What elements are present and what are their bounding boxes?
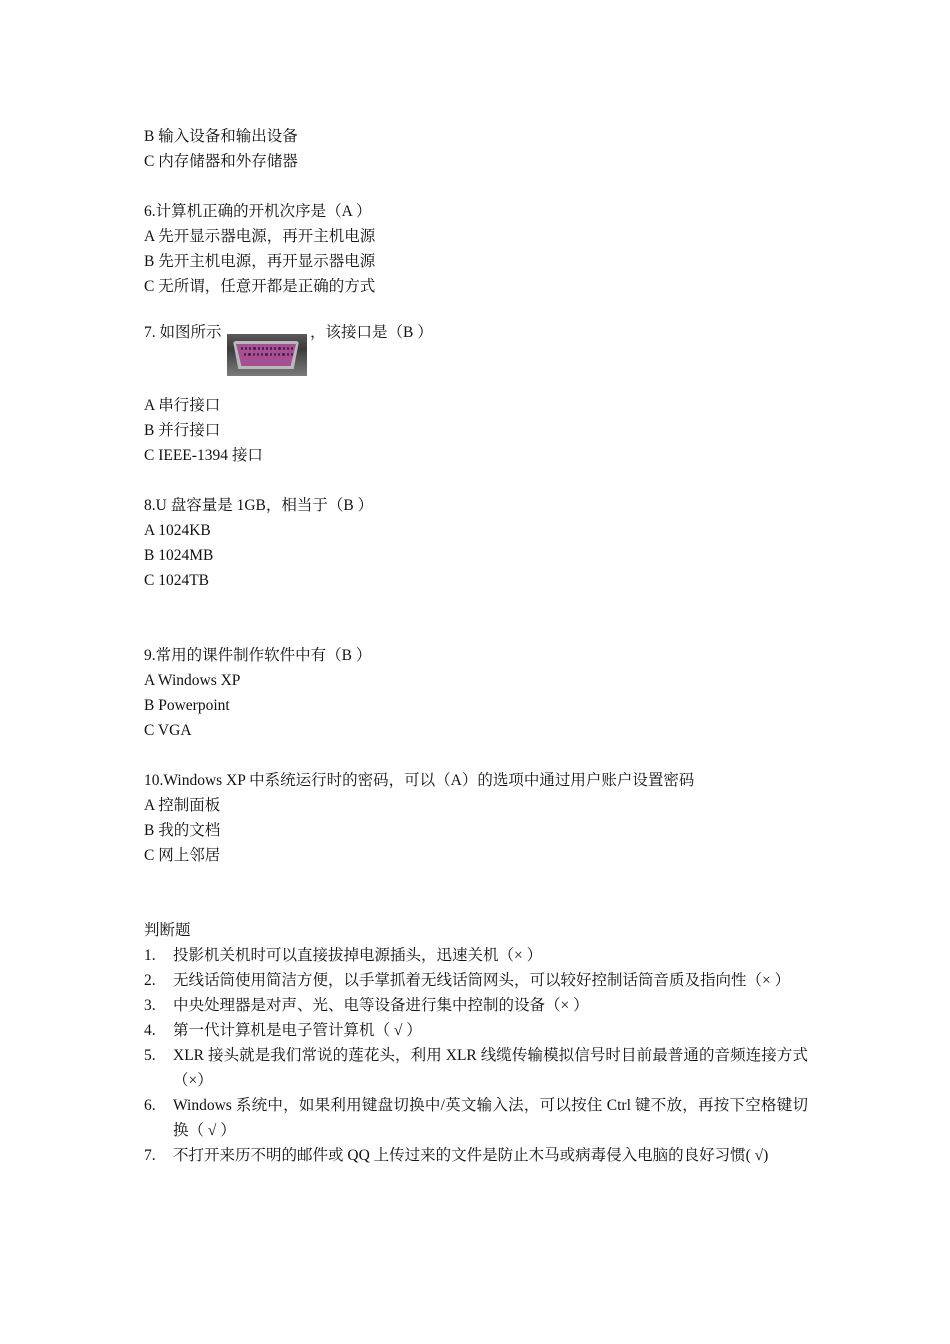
judge-item [144, 943, 808, 968]
option-line: C 网上邻居 [144, 847, 221, 864]
question-9: 9.常用的课件制作软件中有（B ） [144, 647, 372, 664]
option-line: A Windows XP [144, 672, 241, 689]
judge-item [144, 993, 808, 1018]
option-line: C VGA [144, 722, 192, 739]
option-line: C 无所谓，任意开都是正确的方式 [144, 278, 376, 295]
option-line: B Powerpoint [144, 697, 230, 714]
judge-item [144, 1093, 808, 1143]
option-line: A 串行接口 [144, 397, 221, 414]
judge-item [144, 1143, 808, 1168]
question-8: 8.U 盘容量是 1GB，相当于（B ） [144, 497, 374, 514]
judge-item [144, 968, 808, 993]
judge-item-number: 1. [144, 947, 156, 964]
option-line: B 输入设备和输出设备 [144, 128, 298, 145]
judge-item-number: 7. [144, 1147, 156, 1164]
option-line: A 先开显示器电源，再开主机电源 [144, 228, 376, 245]
judge-item [144, 1018, 808, 1043]
option-line: C IEEE-1394 接口 [144, 447, 263, 464]
judge-item [144, 1043, 808, 1093]
judge-item-text: 第一代计算机是电子管计算机（ √ ） [173, 1022, 422, 1039]
judge-item-text: 中央处理器是对声、光、电等设备进行集中控制的设备（× ） [173, 997, 589, 1014]
option-line: A 1024KB [144, 522, 211, 539]
judge-item-text: 投影机关机时可以直接拔掉电源插头，迅速关机（× ） [173, 947, 543, 964]
judge-item-text: 无线话筒使用简洁方便，以手掌抓着无线话筒网头，可以较好控制话筒音质及指向性（× ） [173, 972, 791, 989]
option-line: A 控制面板 [144, 797, 221, 814]
question-10: 10.Windows XP 中系统运行时的密码，可以（A）的选项中通过用户账户设置密码 [144, 772, 695, 789]
judge-item-number: 6. [144, 1097, 156, 1114]
option-line: C 1024TB [144, 572, 210, 589]
option-line: B 我的文档 [144, 822, 221, 839]
document-page [144, 124, 808, 1168]
option-line: B 1024MB [144, 547, 214, 564]
judge-item-text: XLR 接头就是我们常说的莲花头，利用 XLR 线缆传输模拟信号时目前最普通的音频连接方式（×） [173, 1047, 808, 1089]
judge-item-number: 5. [144, 1047, 156, 1064]
parallel-port-image [227, 334, 307, 376]
option-line: B 并行接口 [144, 422, 221, 439]
judge-item-number: 4. [144, 1022, 156, 1039]
question-7-suffix: ，该接口是（B ） [310, 324, 433, 341]
option-line: C 内存储器和外存储器 [144, 153, 298, 170]
judge-heading: 判断题 [144, 922, 191, 939]
question-7-prefix: 7. 如图所示 [144, 324, 222, 341]
judge-item-number: 2. [144, 972, 156, 989]
question-6: 6.计算机正确的开机次序是（A ） [144, 203, 372, 220]
judge-item-text: 不打开来历不明的邮件或 QQ 上传过来的文件是防止木马或病毒侵入电脑的良好习惯( √) [173, 1147, 769, 1164]
judge-item-text: Windows 系统中，如果利用键盘切换中/英文输入法，可以按住 Ctrl 键不放，再按下空格键切换（ √ ） [173, 1097, 808, 1139]
option-line: B 先开主机电源，再开显示器电源 [144, 253, 376, 270]
judge-item-number: 3. [144, 997, 156, 1014]
